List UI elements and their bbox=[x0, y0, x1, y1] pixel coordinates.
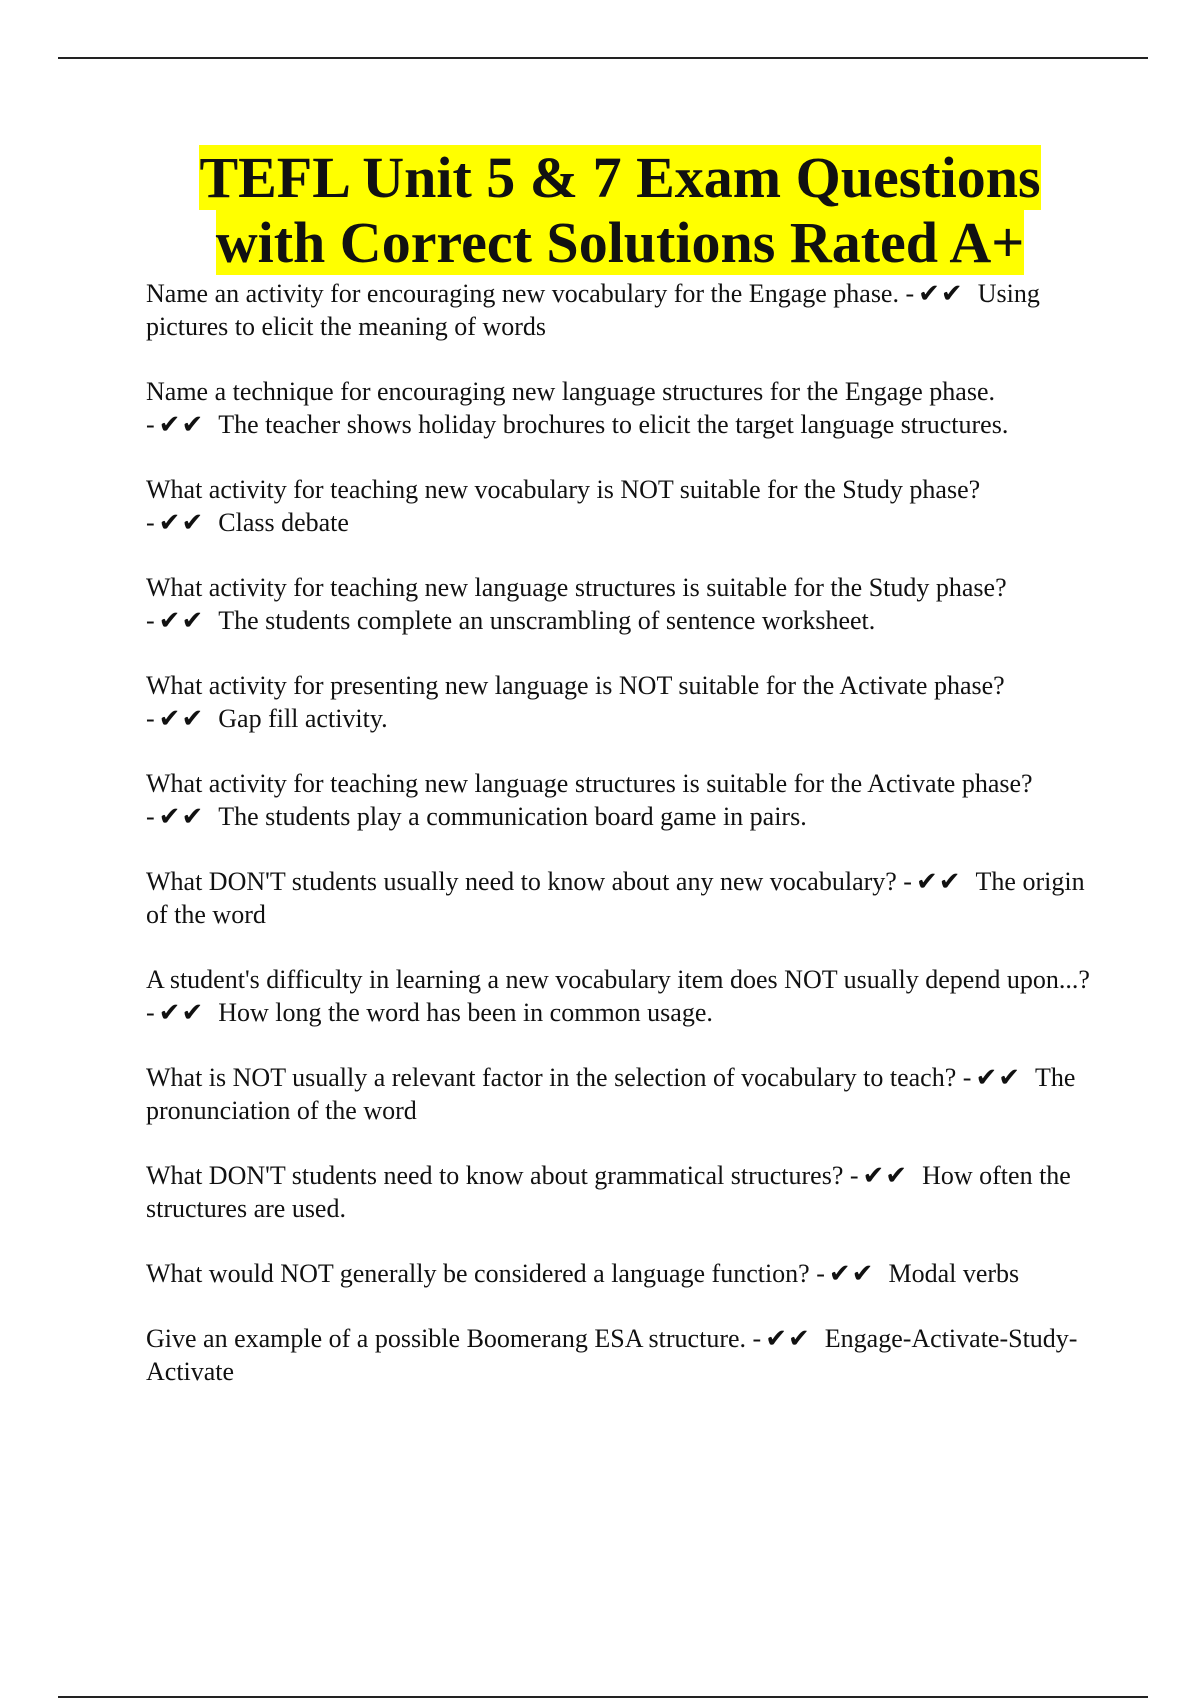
question-text: Give an example of a possible Boomerang ESA structure. - bbox=[146, 1324, 762, 1353]
answer-text: The origin of the word bbox=[146, 867, 1085, 929]
question-text: Name a technique for encouraging new language structures for the Engage phase. - bbox=[146, 377, 995, 439]
answer-text: Using pictures to elicit the meaning of words bbox=[146, 279, 1040, 341]
check-icon: ✔✔ bbox=[158, 606, 205, 635]
question-text: What DON'T students need to know about grammatical structures? - bbox=[146, 1161, 859, 1190]
question-text: What activity for presenting new language is NOT suitable for the Activate phase? - bbox=[146, 671, 1005, 733]
qa-item bbox=[146, 473, 1096, 539]
question-text: Name an activity for encouraging new vocabulary for the Engage phase. - bbox=[146, 279, 915, 308]
check-icon: ✔✔ bbox=[158, 704, 205, 733]
check-icon: ✔✔ bbox=[828, 1259, 875, 1288]
check-icon: ✔✔ bbox=[158, 508, 205, 537]
qa-item bbox=[146, 767, 1096, 833]
question-text: What activity for teaching new language structures is suitable for the Activate phase? - bbox=[146, 769, 1033, 831]
answer-text: How long the word has been in common usage. bbox=[218, 998, 713, 1027]
question-text: What activity for teaching new language structures is suitable for the Study phase? - bbox=[146, 573, 1007, 635]
qa-item bbox=[146, 1061, 1096, 1127]
check-icon: ✔✔ bbox=[918, 279, 964, 308]
answer-text: The students play a communication board game in pairs. bbox=[218, 802, 807, 831]
check-icon: ✔✔ bbox=[975, 1063, 1022, 1092]
answer-text: The pronunciation of the word bbox=[146, 1063, 1076, 1125]
check-icon: ✔✔ bbox=[915, 867, 962, 896]
qa-item bbox=[146, 1322, 1096, 1388]
question-text: A student's difficulty in learning a new vocabulary item does NOT usually depend upon...? - bbox=[146, 965, 1090, 1027]
qa-item bbox=[146, 865, 1096, 931]
qa-item bbox=[146, 571, 1096, 637]
answer-text: Modal verbs bbox=[888, 1259, 1020, 1288]
answer-text: The students complete an unscrambling of sentence worksheet. bbox=[218, 606, 876, 635]
qa-item bbox=[146, 277, 1096, 343]
qa-item bbox=[146, 1257, 1096, 1290]
question-text: What activity for teaching new vocabulary is NOT suitable for the Study phase? - bbox=[146, 475, 981, 537]
qa-item bbox=[146, 669, 1096, 735]
answer-text: Gap fill activity. bbox=[218, 704, 388, 733]
answer-text: Engage-Activate-Study-Activate bbox=[146, 1324, 1078, 1386]
document-title bbox=[146, 145, 1094, 275]
question-text: What is NOT usually a relevant factor in the selection of vocabulary to teach? - bbox=[146, 1063, 972, 1092]
answer-text: The teacher shows holiday brochures to elicit the target language structures. bbox=[218, 410, 1009, 439]
check-icon: ✔✔ bbox=[862, 1161, 909, 1190]
answer-text: How often the structures are used. bbox=[146, 1161, 1071, 1223]
check-icon: ✔✔ bbox=[765, 1324, 811, 1353]
question-text: What would NOT generally be considered a language function? - bbox=[146, 1259, 825, 1288]
header-rule bbox=[58, 57, 1148, 59]
title-highlight: TEFL Unit 5 & 7 Exam Questions with Correct Solutions Rated A+ bbox=[199, 145, 1041, 275]
check-icon: ✔✔ bbox=[158, 802, 205, 831]
answer-text: Class debate bbox=[218, 508, 349, 537]
question-text: What DON'T students usually need to know about any new vocabulary? - bbox=[146, 867, 912, 896]
qa-item bbox=[146, 375, 1096, 441]
footer-rule bbox=[58, 1696, 1148, 1698]
qa-item bbox=[146, 963, 1096, 1029]
check-icon: ✔✔ bbox=[158, 410, 205, 439]
check-icon: ✔✔ bbox=[158, 998, 205, 1027]
question-list bbox=[146, 277, 1096, 1420]
qa-item bbox=[146, 1159, 1096, 1225]
